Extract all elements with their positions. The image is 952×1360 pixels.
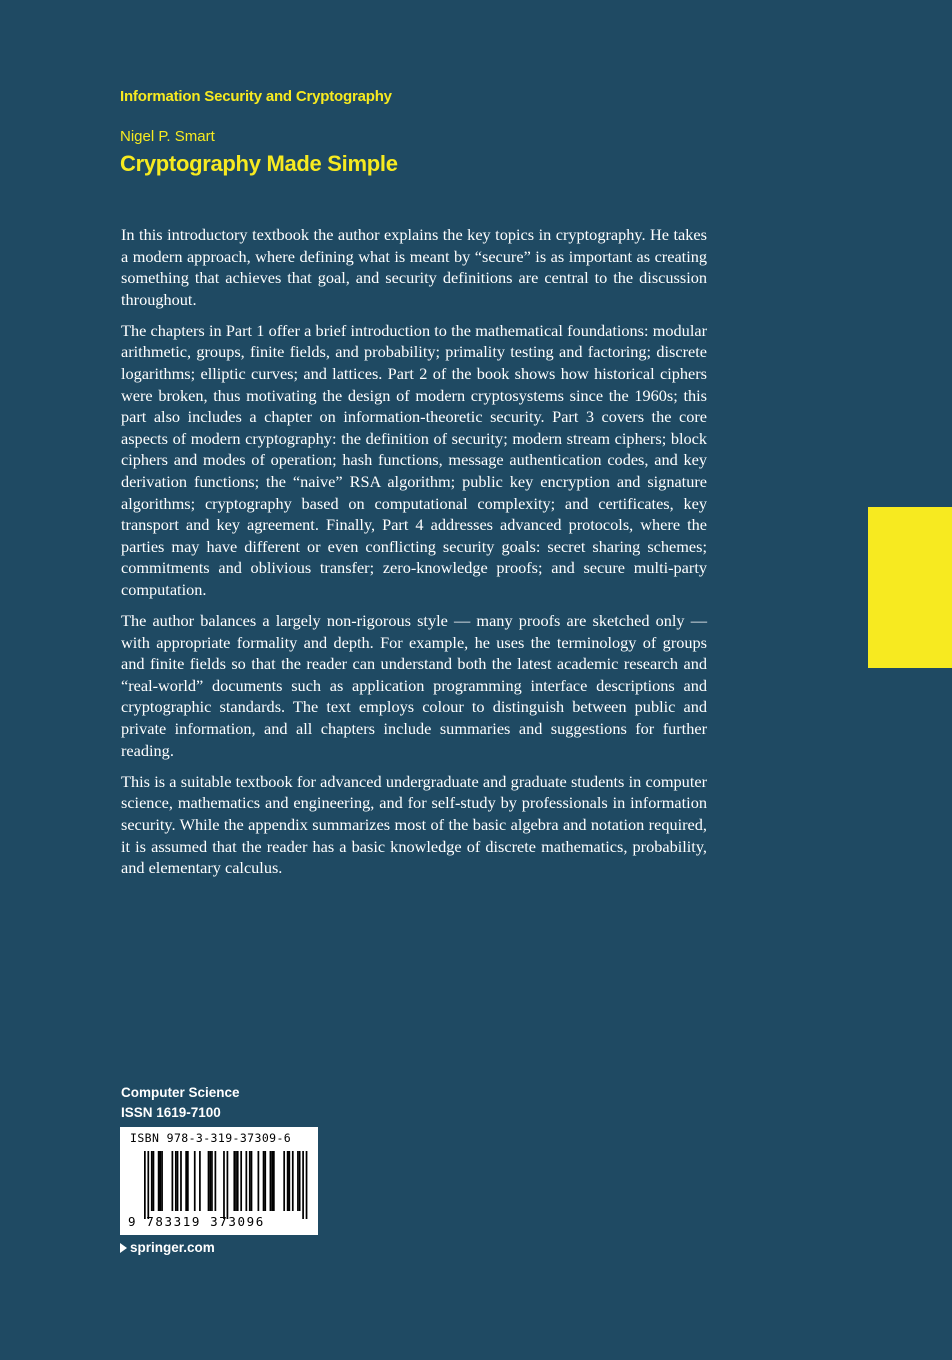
barcode-bar <box>297 1151 299 1211</box>
color-tab <box>868 507 952 668</box>
barcode-bar <box>208 1151 210 1211</box>
blurb-paragraph-1: In this introductory textbook the author explains the key topics in cryptography. He takes a modern approach, where defining what is meant by “secure” is as important as creating something that achieves that goal, and security definitions are central to the discussion throughout. <box>121 225 707 309</box>
subject-label: Computer Science <box>121 1085 240 1100</box>
barcode-bar <box>299 1151 301 1211</box>
blurb-paragraph-2: The chapters in Part 1 offer a brief introduction to the mathematical foundations: modular arithmetic, groups, finite fields, and probability; primality testing and factoring; discrete logarithms; elliptic curves; and lattices. Part 2 of the book shows how historical ciphers were broken, thus motivating the design of modern cryptosystems since the 1960s; this part also includes a chapter on information-theoretic security. Part 3 covers the core aspects of modern cryptography: the definition of security; modern stream ciphers; block ciphers and modes of operation; hash functions, message authentication codes, and key derivation functions; the “naive” RSA algorithm; public key encryption and signature algorithms; cryptography based on computational complexity; and certificates, key transport and key agreement. Finally, Part 4 addresses advanced protocols, where the parties may have different or even conflicting security goals: secret sharing schemes; commitments and oblivious transfer; zero-knowledge proofs; and secure multi-party computation. <box>121 320 707 599</box>
barcode-bar <box>283 1151 285 1211</box>
barcode-bar <box>287 1151 289 1211</box>
barcode <box>120 1127 318 1235</box>
barcode-bar <box>194 1151 196 1211</box>
barcode-bar <box>223 1151 225 1219</box>
barcode-bar <box>159 1151 161 1211</box>
barcode-bar <box>172 1151 174 1211</box>
barcode-bar <box>158 1151 160 1211</box>
blurb <box>121 224 707 888</box>
barcode-bar <box>263 1151 265 1211</box>
barcode-bar <box>249 1151 251 1211</box>
barcode-bar <box>153 1151 155 1211</box>
barcode-bar <box>227 1151 229 1219</box>
barcode-bar <box>292 1151 294 1211</box>
barcode-bar <box>302 1151 304 1219</box>
issn-label: ISSN 1619-7100 <box>121 1105 221 1120</box>
barcode-bar <box>251 1151 253 1211</box>
barcode-bar <box>187 1151 189 1211</box>
barcode-bar <box>175 1151 177 1211</box>
barcode-bar <box>147 1151 149 1219</box>
barcode-bar <box>180 1151 182 1211</box>
barcode-bar <box>161 1151 163 1211</box>
publisher-link[interactable] <box>120 1240 215 1255</box>
blurb-paragraph-4: This is a suitable textbook for advanced undergraduate and graduate students in computer science, mathematics and engineering, and for self-study by professionals in information security. While the appendix summarizes most of the basic algebra and notation required, it is assumed that the reader has a basic knowledge of discrete mathematics, probability, and elementary calculus. <box>121 771 707 878</box>
barcode-bar <box>270 1151 272 1211</box>
barcode-bar <box>237 1151 239 1211</box>
barcode-bar <box>245 1151 247 1211</box>
barcode-bar <box>271 1151 273 1211</box>
barcode-bar <box>211 1151 213 1211</box>
barcode-bar <box>288 1151 290 1211</box>
barcode-bar <box>177 1151 179 1211</box>
barcode-bar <box>233 1151 235 1211</box>
barcode-bar <box>209 1151 211 1211</box>
series-title: Information Security and Cryptography <box>120 88 392 105</box>
barcode-bar <box>185 1151 187 1211</box>
barcode-bar <box>235 1151 237 1211</box>
barcode-bar <box>199 1151 201 1211</box>
barcode-bar <box>215 1151 217 1211</box>
barcode-bar <box>273 1151 275 1211</box>
blurb-paragraph-3: The author balances a largely non-rigorous style — many proofs are sketched only — with appropriate formality and depth. For example, he uses the terminology of groups and finite fields so that the reader can understand both the latest academic research and “real-world” documents such as application programming interface descriptions and cryptographic standards. The text employs colour to distinguish between public and private information, and all chapters include summaries and suggestions for further reading. <box>121 611 707 760</box>
barcode-bar <box>306 1151 308 1219</box>
author-name: Nigel P. Smart <box>120 128 215 145</box>
barcode-digits: 9 783319 373096 <box>128 1214 265 1229</box>
barcode-bar <box>264 1151 266 1211</box>
subject-block <box>121 1083 240 1123</box>
barcode-bar <box>258 1151 260 1211</box>
isbn-label: ISBN 978-3-319-37309-6 <box>130 1131 292 1145</box>
publisher-label: springer.com <box>130 1240 215 1255</box>
barcode-bar <box>240 1151 242 1211</box>
arrow-right-icon <box>120 1243 127 1253</box>
book-title: Cryptography Made Simple <box>120 151 398 176</box>
barcode-bar <box>144 1151 146 1219</box>
barcode-bar <box>151 1151 153 1211</box>
